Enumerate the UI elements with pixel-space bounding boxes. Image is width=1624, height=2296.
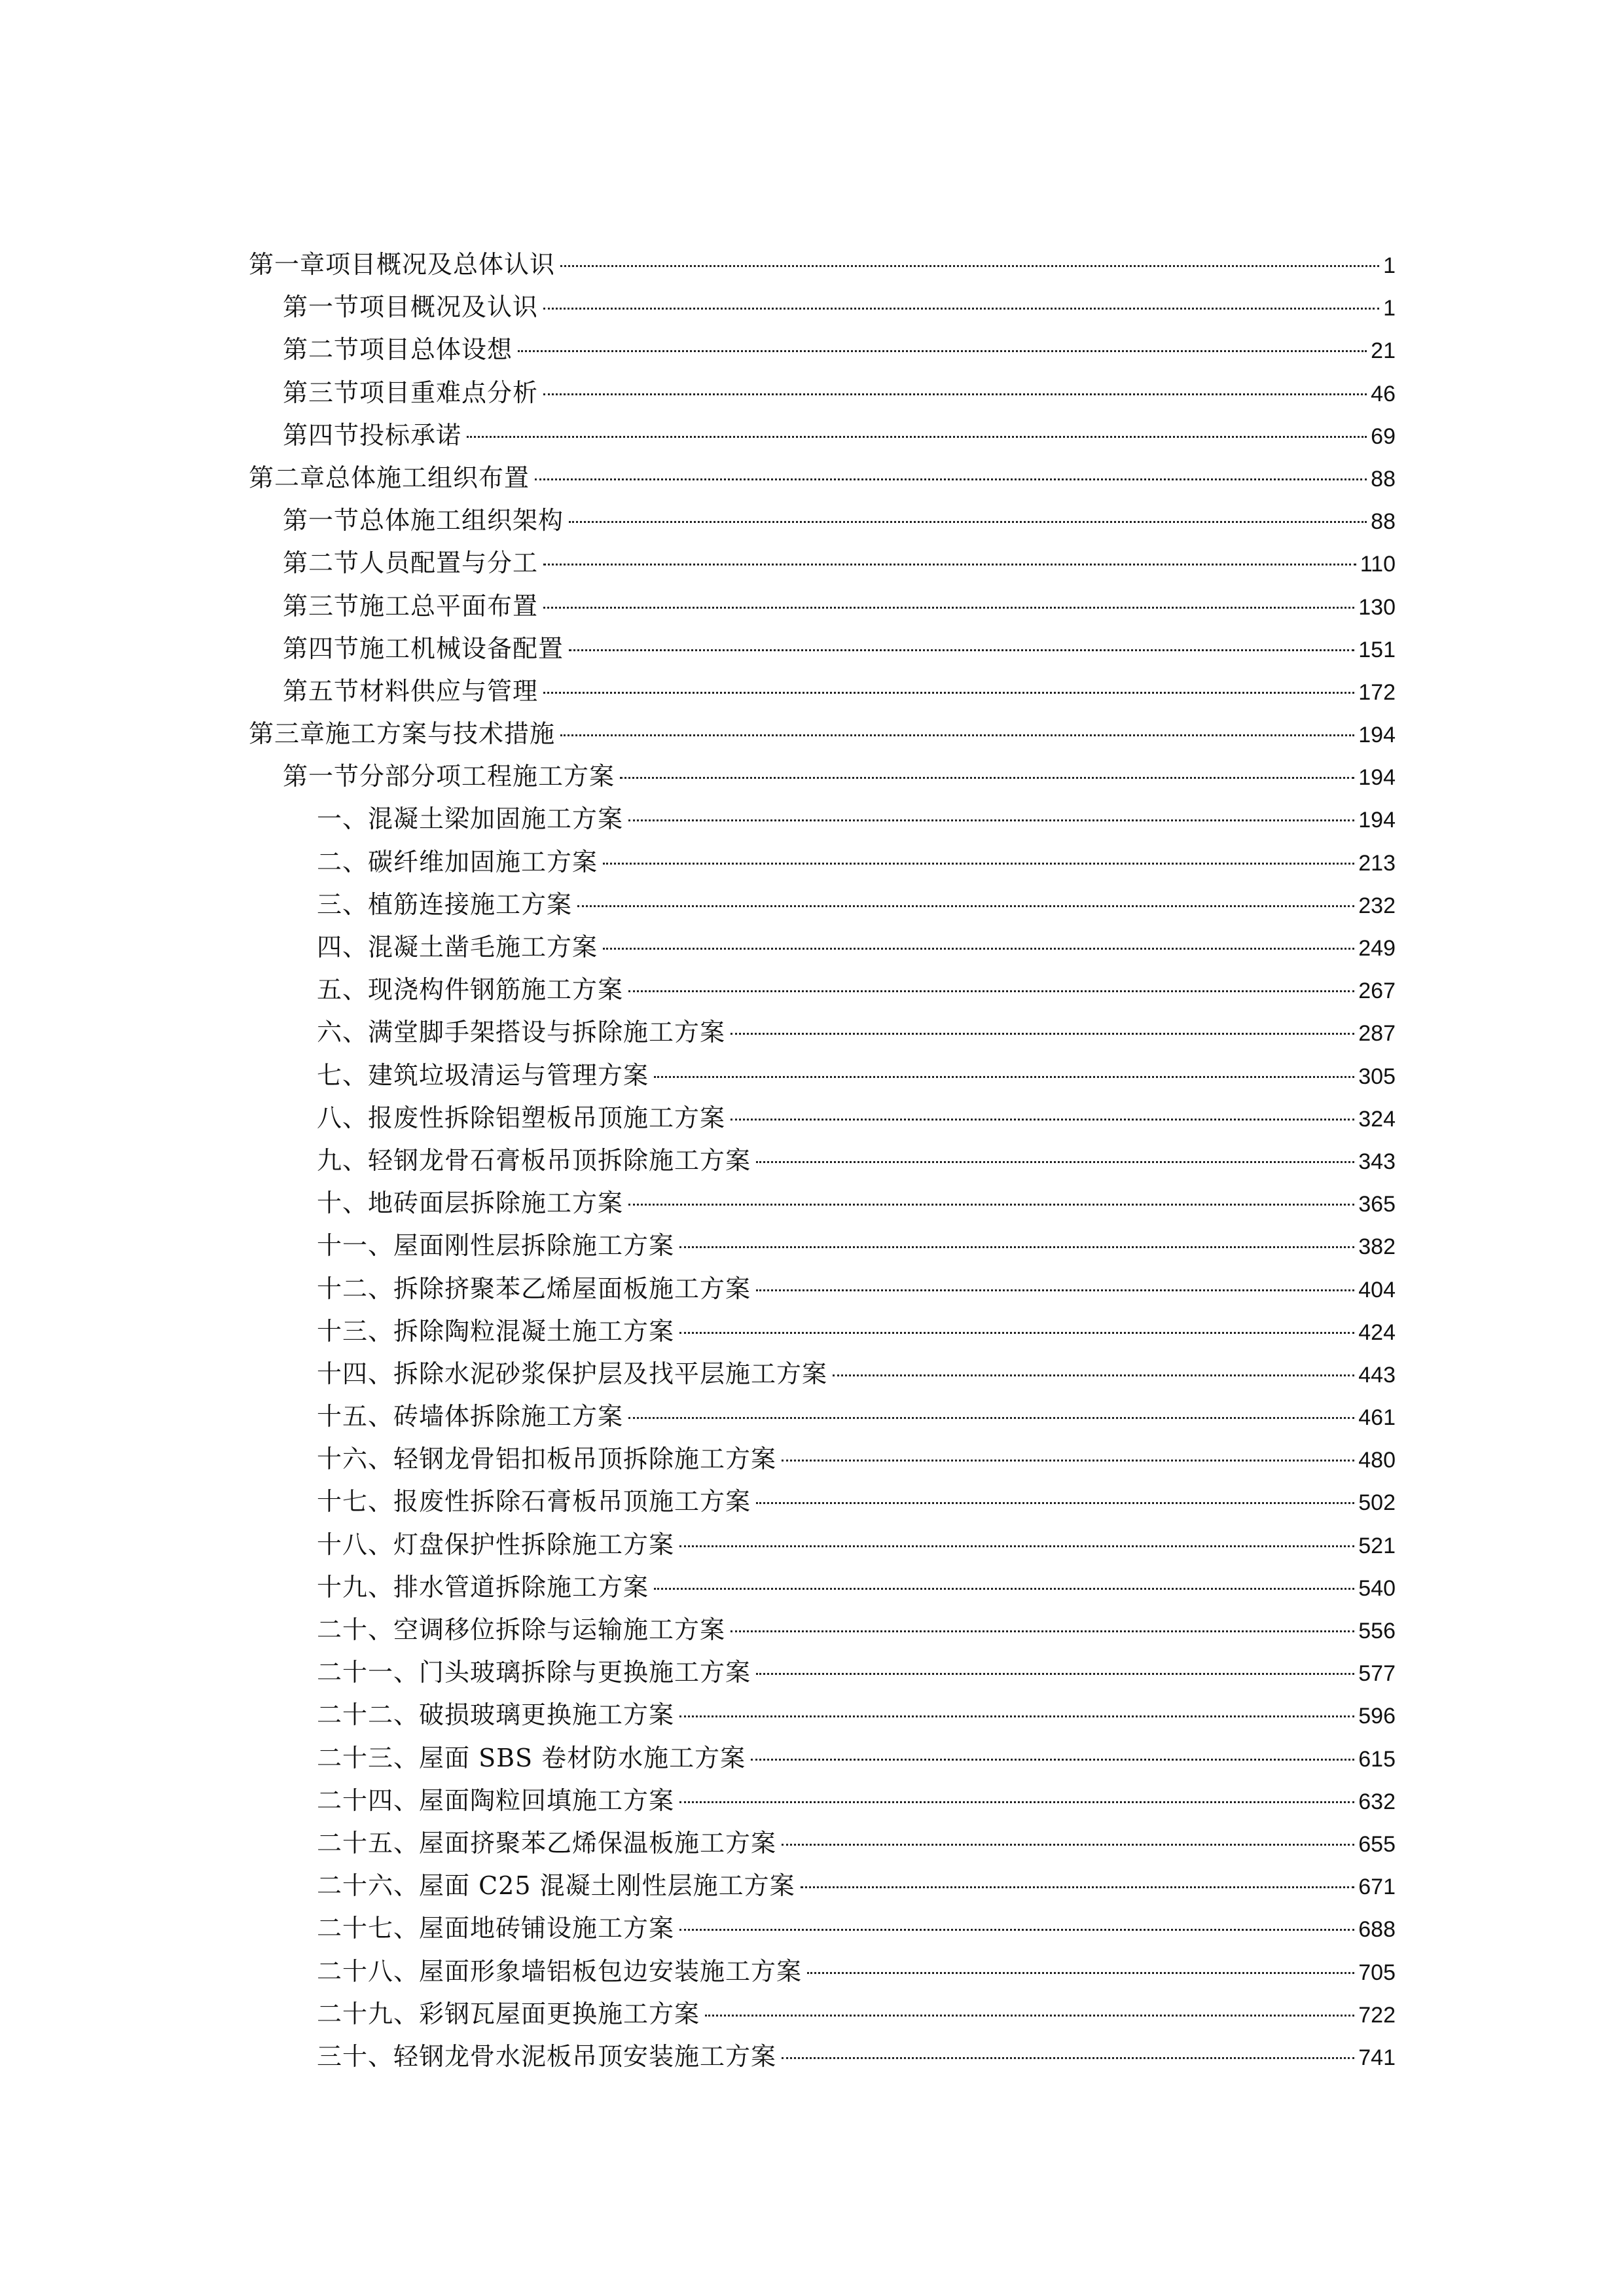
table-of-contents [249,243,1396,2078]
dot-leader [679,1929,1354,1931]
toc-chapter-entry[interactable] [249,457,1396,499]
toc-entry-title: 十三、拆除陶粒混凝土施工方案 [317,1316,675,1346]
toc-subsection-entry[interactable] [249,1907,1396,1950]
toc-section-entry[interactable] [249,628,1396,670]
toc-entry-title: 第四节投标承诺 [283,420,462,450]
dot-leader [833,1374,1354,1376]
toc-subsection-entry[interactable] [249,1950,1396,1993]
toc-entry-title: 八、报废性拆除铝塑板吊顶施工方案 [317,1103,726,1132]
dot-leader [654,1076,1354,1078]
toc-entry-title: 三、植筋连接施工方案 [317,889,573,919]
dot-leader [518,350,1367,352]
toc-section-entry[interactable] [249,499,1396,542]
dot-leader [603,948,1354,950]
toc-subsection-entry[interactable] [249,1097,1396,1139]
dot-leader [654,1588,1354,1590]
toc-subsection-entry[interactable] [249,926,1396,969]
dot-leader [782,1460,1354,1462]
dot-leader [731,1119,1354,1121]
dot-leader [756,1289,1354,1291]
toc-entry-title: 一、混凝土梁加固施工方案 [317,804,624,834]
toc-subsection-entry[interactable] [249,1268,1396,1310]
toc-section-entry[interactable] [249,670,1396,713]
toc-entry-title: 三十、轻钢龙骨水泥板吊顶安装施工方案 [317,2041,777,2071]
dot-leader [807,1972,1354,1974]
toc-subsection-entry[interactable] [249,1054,1396,1097]
toc-chapter-entry[interactable] [249,713,1396,755]
toc-page-number: 88 [1371,466,1396,492]
dot-leader [679,1246,1354,1248]
toc-subsection-entry[interactable] [249,1694,1396,1736]
toc-entry-title: 二十九、彩钢瓦屋面更换施工方案 [317,1999,700,2028]
toc-page-number: 21 [1371,338,1396,364]
dot-leader [751,1759,1354,1761]
toc-section-entry[interactable] [249,542,1396,584]
toc-subsection-entry[interactable] [249,1225,1396,1267]
toc-page-number: 151 [1358,637,1396,662]
toc-subsection-entry[interactable] [249,1822,1396,1865]
toc-page-number: 1 [1383,253,1396,278]
toc-page-number: 232 [1358,893,1396,918]
toc-page-number: 130 [1358,594,1396,620]
toc-subsection-entry[interactable] [249,841,1396,884]
toc-page-number: 540 [1358,1575,1396,1601]
toc-page-number: 287 [1358,1021,1396,1047]
toc-entry-title: 二十七、屋面地砖铺设施工方案 [317,1914,675,1943]
toc-entry-title: 十六、轻钢龙骨铝扣板吊顶拆除施工方案 [317,1444,777,1474]
dot-leader [569,521,1367,523]
dot-leader [628,819,1354,821]
toc-entry-title: 二十五、屋面挤聚苯乙烯保温板施工方案 [317,1828,777,1857]
dot-leader [603,863,1354,865]
dot-leader [782,2057,1354,2059]
toc-chapter-entry[interactable] [249,243,1396,286]
toc-page-number: 615 [1358,1746,1396,1772]
toc-subsection-entry[interactable] [249,1395,1396,1438]
toc-entry-title: 十九、排水管道拆除施工方案 [317,1572,649,1602]
toc-page-number: 194 [1358,808,1396,833]
toc-entry-title: 第三章施工方案与技术措施 [249,719,556,749]
toc-entry-title: 第二节项目总体设想 [283,335,513,365]
toc-entry-title: 二十八、屋面形象墙铝板包边安装施工方案 [317,1956,803,1986]
toc-entry-title: 第五节材料供应与管理 [283,676,539,706]
toc-page-number: 443 [1358,1362,1396,1388]
toc-entry-title: 第三节项目重难点分析 [283,378,539,407]
toc-page-number: 722 [1358,2002,1396,2028]
toc-page-number: 596 [1358,1704,1396,1729]
toc-page-number: 213 [1358,850,1396,876]
toc-entry-title: 十四、拆除水泥砂浆保护层及找平层施工方案 [317,1359,828,1388]
toc-page-number: 324 [1358,1106,1396,1132]
toc-section-entry[interactable] [249,286,1396,329]
toc-subsection-entry[interactable] [249,2036,1396,2078]
toc-page-number: 556 [1358,1619,1396,1643]
toc-entry-title: 二十二、破损玻璃更换施工方案 [317,1700,675,1730]
toc-page-number: 404 [1358,1277,1396,1302]
toc-subsection-entry[interactable] [249,1566,1396,1609]
dot-leader [560,734,1354,736]
toc-entry-title: 二十一、门头玻璃拆除与更换施工方案 [317,1658,751,1687]
toc-page-number: 577 [1358,1661,1396,1687]
toc-page-number: 688 [1358,1917,1396,1943]
toc-subsection-entry[interactable] [249,1310,1396,1353]
toc-entry-title: 十五、砖墙体拆除施工方案 [317,1402,624,1431]
dot-leader [628,1417,1354,1419]
toc-subsection-entry[interactable] [249,1609,1396,1651]
toc-entry-title: 二十、空调移位拆除与运输施工方案 [317,1615,726,1644]
toc-page-number: 480 [1358,1448,1396,1473]
dot-leader [731,1630,1354,1632]
dot-leader [679,1715,1354,1717]
toc-entry-title: 十八、灯盘保护性拆除施工方案 [317,1530,675,1559]
toc-subsection-entry[interactable] [249,1651,1396,1694]
toc-page-number: 249 [1358,936,1396,961]
dot-leader [679,1801,1354,1803]
dot-leader [731,1033,1354,1035]
dot-leader [577,905,1354,907]
dot-leader [543,308,1379,310]
toc-subsection-entry[interactable] [249,1524,1396,1566]
dot-leader [543,692,1354,694]
toc-entry-title: 二十三、屋面 SBS 卷材防水施工方案 [317,1743,746,1772]
dot-leader [756,1161,1354,1163]
toc-page-number: 267 [1358,978,1396,1004]
dot-leader [543,607,1354,609]
toc-entry-title: 第四节施工机械设备配置 [283,634,564,663]
toc-page-number: 194 [1358,723,1396,748]
dot-leader [782,1844,1354,1846]
toc-entry-title: 九、轻钢龙骨石膏板吊顶拆除施工方案 [317,1145,751,1175]
toc-subsection-entry[interactable] [249,1780,1396,1822]
toc-page-number: 46 [1371,381,1396,406]
toc-page-number: 741 [1358,2045,1396,2070]
toc-entry-title: 二十六、屋面 C25 混凝土刚性层施工方案 [317,1871,795,1901]
toc-entry-title: 十七、报废性拆除石膏板吊顶施工方案 [317,1487,751,1516]
toc-page-number: 655 [1358,1831,1396,1857]
toc-entry-title: 四、混凝土凿毛施工方案 [317,933,598,961]
toc-page-number: 424 [1358,1319,1396,1345]
toc-entry-title: 二十四、屋面陶粒回填施工方案 [317,1785,675,1815]
dot-leader [705,2015,1354,2017]
toc-page-number: 1 [1383,296,1396,321]
toc-page-number: 632 [1358,1789,1396,1814]
dot-leader [620,777,1354,779]
toc-subsection-entry[interactable] [249,1993,1396,2036]
dot-leader [628,1204,1354,1206]
toc-entry-title: 第三节施工总平面布置 [283,591,539,620]
toc-section-entry[interactable] [249,372,1396,414]
toc-subsection-entry[interactable] [249,1011,1396,1054]
toc-entry-title: 第二章总体施工组织布置 [249,463,530,492]
dot-leader [560,265,1379,267]
toc-entry-title: 十、地砖面层拆除施工方案 [317,1189,624,1218]
dot-leader [801,1886,1355,1888]
toc-entry-title: 五、现浇构件钢筋施工方案 [317,975,624,1005]
dot-leader [543,393,1367,395]
toc-subsection-entry[interactable] [249,1139,1396,1182]
toc-page-number: 305 [1358,1064,1396,1089]
toc-entry-title: 七、建筑垃圾清运与管理方案 [317,1060,649,1090]
toc-subsection-entry[interactable] [249,1737,1396,1780]
dot-leader [628,990,1354,992]
toc-subsection-entry[interactable] [249,1480,1396,1523]
toc-subsection-entry[interactable] [249,884,1396,926]
dot-leader [756,1502,1354,1504]
toc-page-number: 194 [1358,765,1396,791]
toc-section-entry[interactable] [249,329,1396,371]
toc-entry-title: 第一章项目概况及总体认识 [249,250,556,279]
toc-page-number: 382 [1358,1234,1396,1260]
dot-leader [756,1673,1354,1675]
dot-leader [467,436,1367,438]
toc-page-number: 502 [1358,1490,1396,1516]
toc-page-number: 461 [1358,1405,1396,1431]
toc-page-number: 705 [1358,1960,1396,1985]
toc-section-entry[interactable] [249,755,1396,798]
toc-subsection-entry[interactable] [249,1182,1396,1225]
dot-leader [679,1332,1354,1334]
dot-leader [569,649,1354,651]
toc-subsection-entry[interactable] [249,798,1396,840]
toc-entry-title: 第一节分部分项工程施工方案 [283,762,615,791]
toc-subsection-entry[interactable] [249,1438,1396,1480]
toc-subsection-entry[interactable] [249,969,1396,1011]
toc-entry-title: 第一节项目概况及认识 [283,293,539,322]
toc-entry-title: 十二、拆除挤聚苯乙烯屋面板施工方案 [317,1274,751,1303]
toc-section-entry[interactable] [249,585,1396,628]
toc-page-number: 110 [1360,552,1396,577]
toc-page-number: 521 [1358,1533,1396,1558]
dot-leader [679,1545,1354,1547]
toc-subsection-entry[interactable] [249,1353,1396,1395]
toc-page-number: 343 [1358,1149,1396,1174]
toc-page-number: 671 [1358,1874,1396,1900]
toc-section-entry[interactable] [249,414,1396,457]
toc-entry-title: 第二节人员配置与分工 [283,548,539,578]
toc-page-number: 69 [1371,423,1396,449]
toc-page-number: 365 [1358,1192,1396,1217]
toc-page-number: 88 [1371,509,1396,535]
toc-entry-title: 二、碳纤维加固施工方案 [317,847,598,876]
toc-page-number: 172 [1358,679,1396,705]
toc-entry-title: 六、满堂脚手架搭设与拆除施工方案 [317,1018,726,1047]
dot-leader [543,564,1356,565]
toc-entry-title: 十一、屋面刚性层拆除施工方案 [317,1231,675,1261]
toc-subsection-entry[interactable] [249,1865,1396,1907]
dot-leader [535,478,1367,480]
toc-entry-title: 第一节总体施工组织架构 [283,506,564,535]
